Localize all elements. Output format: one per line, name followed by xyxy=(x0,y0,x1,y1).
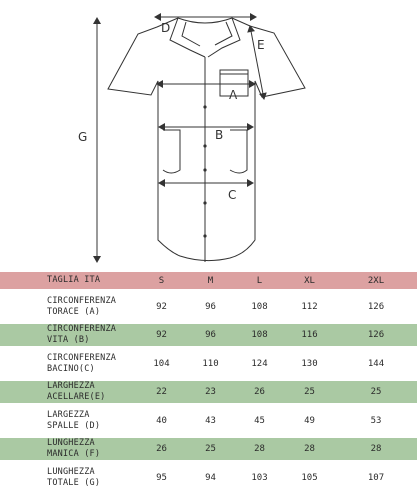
cell-value: 43 xyxy=(205,415,216,426)
label-b: B xyxy=(215,128,224,142)
cell-value: 108 xyxy=(251,330,268,340)
row-label: CIRCONFERENZA VITA (B) xyxy=(47,324,117,345)
cell-value: 53 xyxy=(370,415,382,426)
cell-value: 25 xyxy=(370,387,382,397)
table-row xyxy=(0,403,417,438)
cell-value: 92 xyxy=(156,301,167,312)
header-size-l: L xyxy=(256,275,263,286)
cell-value: 130 xyxy=(301,358,318,369)
header-size-m: M xyxy=(207,275,214,286)
dress-outline xyxy=(108,18,305,262)
table-row xyxy=(0,289,417,324)
cell-value: 94 xyxy=(205,472,216,483)
cell-value: 45 xyxy=(254,415,265,426)
row-label: LUNGHEZZA MANICA (F) xyxy=(47,438,101,459)
cell-value: 96 xyxy=(205,330,216,340)
row-label: CIRCONFERENZA TORACE (A) xyxy=(47,295,117,317)
cell-value: 25 xyxy=(205,444,216,454)
cell-value: 49 xyxy=(304,415,315,426)
cell-value: 108 xyxy=(251,301,268,312)
cell-value: 105 xyxy=(301,472,318,483)
cell-value: 96 xyxy=(205,301,216,312)
row-label: CIRCONFERENZA BACINO(C) xyxy=(47,352,117,374)
cell-value: 116 xyxy=(301,330,318,340)
cell-value: 25 xyxy=(304,387,315,397)
table-header-row xyxy=(0,272,417,289)
cell-value: 107 xyxy=(367,472,385,483)
table-row xyxy=(0,460,417,495)
label-g: G xyxy=(78,130,88,144)
row-label: LARGEZZA SPALLE (D) xyxy=(47,409,101,431)
header-size-xl: XL xyxy=(304,275,315,286)
cell-value: 28 xyxy=(370,444,382,454)
label-e: E xyxy=(257,38,265,52)
cell-value: 112 xyxy=(301,301,318,312)
arrow-e xyxy=(250,26,264,99)
cell-value: 144 xyxy=(367,358,385,369)
row-label: LUNGHEZZA TOTALE (G) xyxy=(47,466,101,488)
cell-value: 95 xyxy=(156,472,167,483)
label-c: C xyxy=(228,188,237,202)
table-row xyxy=(0,381,417,403)
cell-value: 110 xyxy=(202,358,219,369)
cell-value: 28 xyxy=(304,444,315,454)
table-row xyxy=(0,324,417,346)
cell-value: 126 xyxy=(367,330,385,340)
cell-value: 26 xyxy=(156,444,167,454)
cell-value: 23 xyxy=(205,387,216,397)
cell-value: 28 xyxy=(254,444,265,454)
header-size-2xl: 2XL xyxy=(367,275,385,286)
label-a: A xyxy=(229,88,238,102)
cell-value: 26 xyxy=(254,387,265,397)
cell-value: 103 xyxy=(251,472,268,483)
table-row xyxy=(0,346,417,381)
label-d: D xyxy=(161,21,171,35)
cell-value: 22 xyxy=(156,387,167,397)
cell-value: 124 xyxy=(251,358,268,369)
size-table xyxy=(0,272,417,495)
header-label: TAGLIA ITA xyxy=(47,275,101,285)
table-row xyxy=(0,438,417,460)
header-size-s: S xyxy=(158,275,165,286)
cell-value: 40 xyxy=(156,415,167,426)
cell-value: 92 xyxy=(156,330,167,340)
cell-value: 104 xyxy=(153,358,170,369)
cell-value: 126 xyxy=(367,301,385,312)
row-label: LARGHEZZA ACELLARE(E) xyxy=(47,381,106,402)
